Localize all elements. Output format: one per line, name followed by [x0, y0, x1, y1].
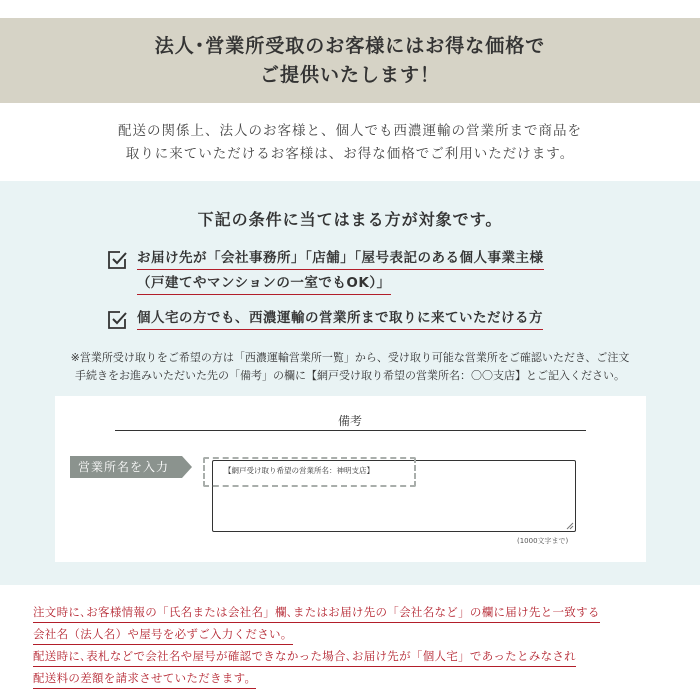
header-banner	[0, 18, 700, 103]
conditions-heading: 下記の条件に当てはまる方が対象です。	[197, 210, 503, 229]
banner-title-line2: ご提供いたします！	[259, 64, 440, 86]
checkbox-checked-icon	[107, 310, 127, 330]
intro-line2: 取りに来ていただけるお客様は、お得な価格でご利用いただけます。	[125, 146, 575, 162]
condition-item-business-line1: お届け先が「会社事務所」「店舗」「屋号表記のある個人事業主様	[137, 247, 544, 270]
warning-line3: 配送時に､表札などで会社名や屋号が確認できなかった場合､お届け先が「個人宅」であったとみなされ	[33, 646, 576, 667]
warning-line2: 会社名（法人名）や屋号を必ずご入力ください。	[33, 624, 293, 645]
resize-handle-icon[interactable]	[566, 522, 574, 530]
remarks-label: 備考	[337, 414, 362, 428]
banner-title-line1: 法人･営業所受取のお客様にはお得な価格で	[154, 35, 546, 57]
checkbox-checked-icon	[107, 250, 127, 270]
tag-arrow	[182, 456, 192, 478]
remarks-textarea-value: 【網戸受け取り希望の営業所名：神明支店】	[224, 466, 374, 475]
remarks-divider	[115, 430, 586, 431]
pickup-note-line2: 手続きをお進みいただいた先の「備考」の欄に【網戸受け取り希望の営業所名：〇〇支店】とご記入ください。	[75, 369, 625, 382]
warning-line1: 注文時に､お客様情報の「氏名または会社名」欄､またはお届け先の「会社名など」の欄に届け先と一致する	[33, 602, 600, 623]
pickup-note-line1: ※営業所受け取りをご希望の方は「西濃運輸営業所一覧」から、受け取り可能な営業所をご確認いただき、ご注文	[70, 351, 630, 364]
intro-text	[0, 120, 700, 166]
condition-item-business-line2: （戸建てやマンションの一室でもOK）」	[137, 272, 391, 295]
warning-line4: 配送料の差額を請求させていただきます。	[33, 668, 256, 689]
enter-office-name-tag: 営業所名を入力	[70, 456, 182, 478]
pickup-note	[0, 349, 700, 385]
intro-line1: 配送の関係上、法人のお客様と、個人でも西濃運輸の営業所まで商品を	[118, 123, 582, 139]
condition-item-pickup-line1: 個人宅の方でも、西濃運輸の営業所まで取りに来ていただける方	[137, 307, 543, 330]
warning-notice	[33, 601, 673, 689]
highlight-dashed-box	[203, 457, 416, 487]
char-limit-text: (1000文字まで)	[517, 537, 569, 545]
